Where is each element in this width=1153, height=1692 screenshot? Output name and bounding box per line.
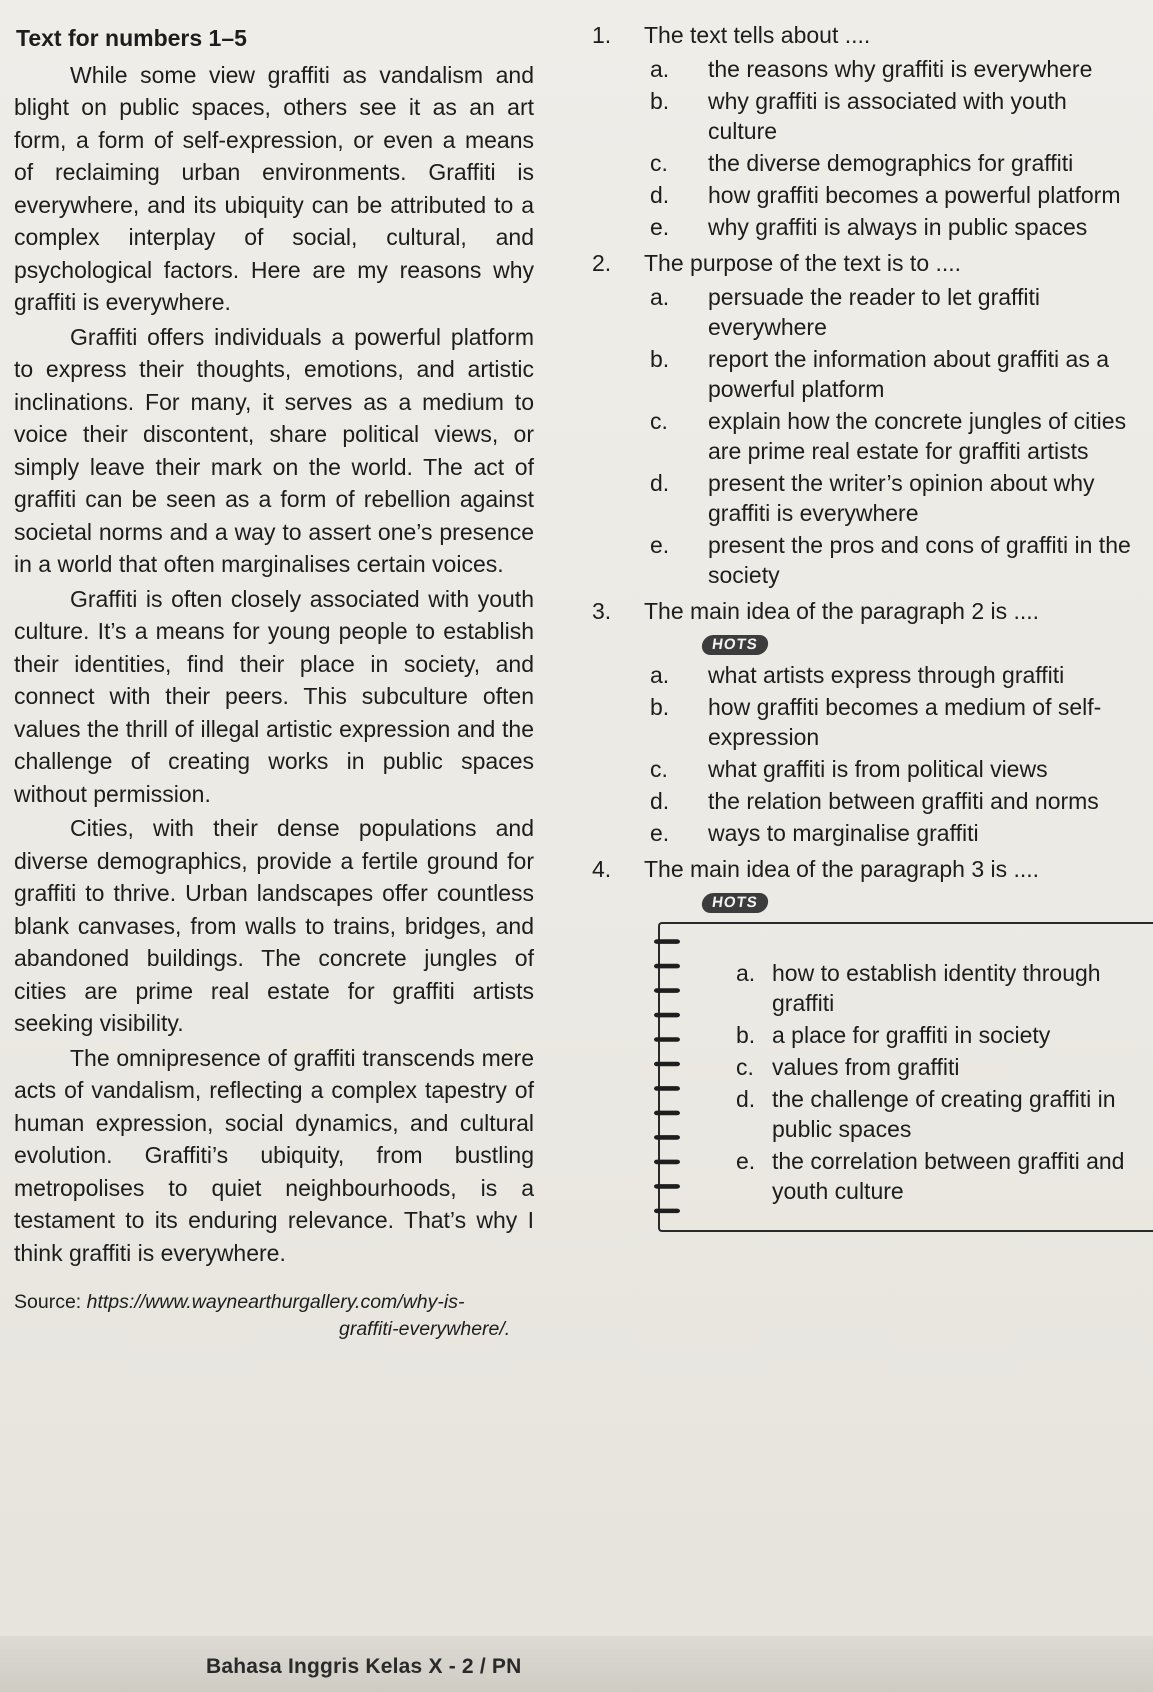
option-c[interactable]: c. the diverse demographics for graffiti: [650, 150, 1074, 176]
option-d[interactable]: d. the challenge of creating graffiti in public spaces: [736, 1086, 1116, 1142]
questions-column: [592, 20, 1132, 1238]
option-a[interactable]: a. how to establish identity through graffiti: [736, 960, 1101, 1016]
text-heading: Text for numbers 1–5: [16, 25, 247, 51]
option-c[interactable]: c. values from graffiti: [736, 1054, 960, 1080]
option-list: [592, 282, 1132, 590]
option-a[interactable]: a. what artists express through graffiti: [650, 662, 1065, 688]
paragraph-4: Cities, with their dense populations and diverse demographics, provide a fertile ground for graffiti to thrive. Urban landscapes offer countless blank canvases, from walls to trains, bridges, and abandoned buildings. The concrete jungles of cities are prime real estate for graffiti artists seeking visibility.: [14, 815, 534, 1036]
page-footer: Bahasa Inggris Kelas X - 2 / PN: [206, 1655, 522, 1678]
question-stem: The main idea of the paragraph 2 is ....: [644, 598, 1040, 624]
option-e[interactable]: e. present the pros and cons of graffiti in the society: [650, 532, 1131, 588]
option-d[interactable]: d. how graffiti becomes a powerful platform: [650, 182, 1121, 208]
question-number: 4.: [592, 856, 612, 882]
hots-badge: HOTS: [701, 635, 769, 655]
question-number: 1.: [592, 22, 612, 48]
option-list: [592, 54, 1132, 242]
question-stem: The text tells about ....: [644, 22, 871, 48]
source-url-part2: graffiti-everywhere/.: [339, 1318, 511, 1340]
notebook-box: [658, 922, 1153, 1232]
question-3: [592, 596, 1132, 848]
reading-text: [14, 22, 534, 1343]
option-a[interactable]: a. the reasons why graffiti is everywhere: [650, 56, 1093, 82]
option-b[interactable]: b. how graffiti becomes a medium of self-expression: [650, 694, 1102, 750]
option-c[interactable]: c. what graffiti is from political views: [650, 756, 1048, 782]
paragraph-2: Graffiti offers individuals a powerful platform to express their thoughts, emotions, and artistic inclinations. For many, it serves as a medium to voice their discontent, share political views, or simply leave their mark on the world. The act of graffiti can be seen as a form of rebellion against societal norms and a way to assert one’s presence in a world that often marginalises certain voices.: [14, 323, 534, 577]
question-number: 3.: [592, 598, 612, 624]
option-d[interactable]: d. the relation between graffiti and norms: [650, 788, 1099, 814]
paragraph-1: While some view graffiti as vandalism and blight on public spaces, others see it as an art form, a form of self-expression, or even a means of reclaiming urban environments. Graffiti is everywhere, and its ubiquity can be attributed to a complex interplay of social, cultural, and psychological factors. Here are my reasons why graffiti is everywhere.: [14, 61, 534, 315]
option-b[interactable]: b. a place for graffiti in society: [736, 1022, 1051, 1048]
option-e[interactable]: e. the correlation between graffiti and youth culture: [736, 1148, 1125, 1204]
question-stem: The purpose of the text is to ....: [644, 250, 962, 276]
option-b[interactable]: b. report the information about graffiti as a powerful platform: [650, 346, 1110, 402]
question-stem: The main idea of the paragraph 3 is ....: [644, 856, 1040, 882]
option-d[interactable]: d. present the writer’s opinion about why graffiti is everywhere: [650, 470, 1095, 526]
footer-band: [0, 1636, 1153, 1692]
question-2: [592, 248, 1132, 590]
paragraph-5: The omnipresence of graffiti transcends mere acts of vandalism, reflecting a complex tapestry of human expression, social dynamics, and cultural evolution. Graffiti’s ubiquity, from bustling metropolises to quiet neighbourhoods, is a testament to its enduring relevance. That’s why I think graffiti is everywhere.: [14, 1044, 534, 1266]
option-e[interactable]: e. ways to marginalise graffiti: [650, 820, 979, 846]
source-label: Source:: [14, 1291, 82, 1313]
source-url-part1: https://www.waynearthurgallery.com/why-is-: [86, 1291, 465, 1313]
question-1: [592, 20, 1132, 242]
question-number: 2.: [592, 250, 612, 276]
option-a[interactable]: a. persuade the reader to let graffiti everywhere: [650, 284, 1041, 340]
hots-badge: HOTS: [701, 893, 769, 913]
option-c[interactable]: c. explain how the concrete jungles of cities are prime real estate for graffiti artists: [650, 408, 1127, 464]
option-e[interactable]: e. why graffiti is always in public spaces: [650, 214, 1088, 240]
paragraph-3: Graffiti is often closely associated with youth culture. It’s a means for young people to establish their identities, find their place in society, and connect with their peers. This subculture often values the thrill of illegal artistic expression and the challenge of creating works in public spaces without permission.: [14, 585, 534, 807]
source-citation: [14, 1289, 534, 1343]
option-list: [592, 660, 1132, 848]
question-4: [592, 854, 1132, 1232]
option-b[interactable]: b. why graffiti is associated with youth culture: [650, 88, 1067, 144]
